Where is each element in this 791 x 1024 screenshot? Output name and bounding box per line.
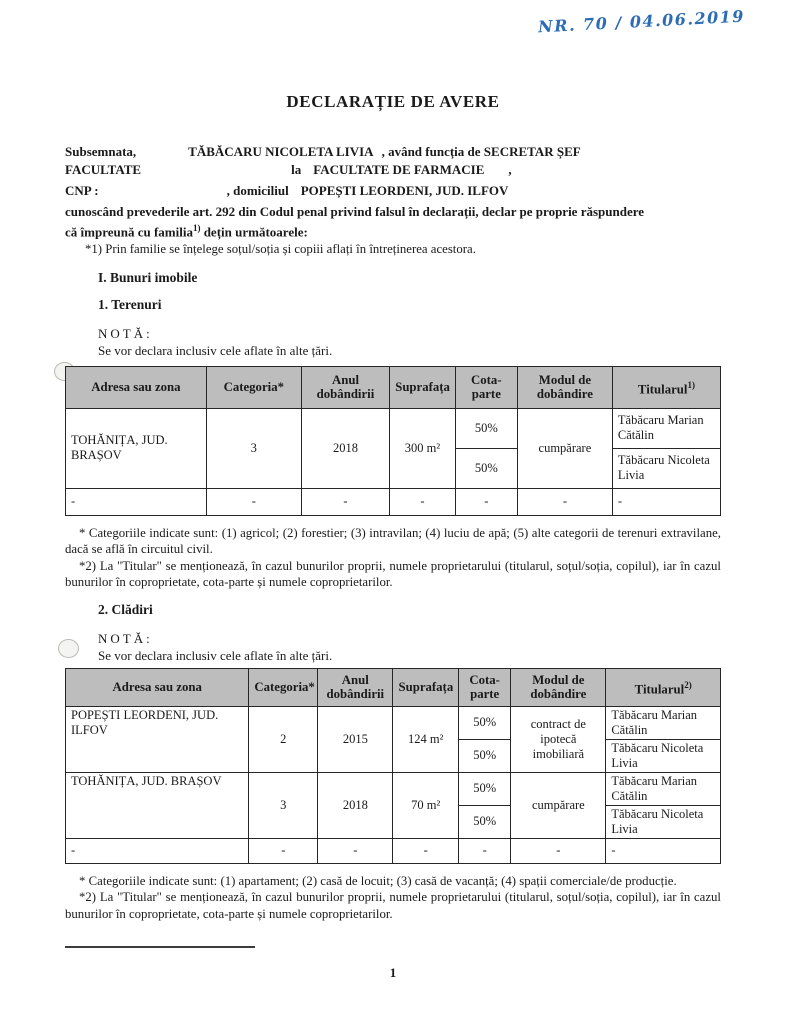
empty-cell: - [390, 488, 456, 515]
legal-line-2-start: că împreună cu familia [65, 223, 193, 239]
legal-line-2 [65, 220, 721, 240]
footnote-divider [65, 946, 255, 948]
cell-adresa: TOHĂNIȚA, JUD. BRAȘOV [66, 408, 207, 488]
nota-text-cladiri: Se vor declara inclusiv cele aflate în alte țări. [98, 647, 333, 663]
trailing-comma: , [508, 161, 512, 177]
cell-categoria: 2 [249, 706, 318, 772]
cell-anul: 2018 [301, 408, 389, 488]
empty-cell: - [66, 838, 249, 863]
titular-footnote-ref: 2) [684, 679, 692, 690]
legal-statement [65, 203, 721, 240]
col-header-titular-text: Titularul [634, 682, 685, 697]
cell-titular-2: Tăbăcaru Nicoleta Livia [606, 805, 721, 838]
document-content [65, 0, 721, 981]
declarant-function-2: FACULTATE [65, 161, 142, 177]
footnote-ref-1: 1) [192, 222, 201, 233]
col-header-suprafata: Suprafața [390, 366, 456, 408]
subsection-heading-cladiri: 2. Clădiri [98, 601, 153, 617]
cladiri-header-row [66, 668, 721, 706]
cell-modul: cumpărare [517, 408, 612, 488]
cell-categoria: 3 [206, 408, 301, 488]
cell-titular-1: Tăbăcaru Marian Cătălin [606, 772, 721, 805]
cell-adresa: TOHĂNIȚA, JUD. BRAȘOV [66, 772, 249, 838]
cnp-label: CNP : [65, 183, 99, 198]
la-label: la [291, 161, 302, 177]
cladiri-table [65, 668, 721, 864]
cell-titular-1: Tăbăcaru Marian Cătălin [612, 408, 720, 448]
empty-cell: - [511, 838, 606, 863]
cell-anul: 2015 [318, 706, 393, 772]
terenuri-table [65, 366, 721, 516]
cell-suprafata: 70 m² [393, 772, 459, 838]
empty-cell: - [393, 838, 459, 863]
terenuri-note-categories: * Categoriile indicate sunt: (1) agricol; (2) forestier; (3) intravilan; (4) luciu de apă; (5) alte categorii de terenuri extravilane, dacă se află în circuitul civil. [65, 525, 721, 557]
empty-cell: - [66, 488, 207, 515]
cladiri-note-titular: *2) La "Titular" se menționează, în cazul bunurilor proprii, numele proprietarului (titularul, soțul/soția, copilul), iar în cazul bunurilor în coproprietate, cota-parte și numele coproprietarilor. [65, 890, 721, 921]
col-header-modul: Modul de dobândire [517, 366, 612, 408]
cell-titular-1: Tăbăcaru Marian Cătălin [606, 706, 721, 739]
nota-text-terenuri: Se vor declara inclusiv cele aflate în alte țări. [98, 342, 333, 358]
col-header-suprafata: Suprafața [393, 668, 459, 706]
empty-cell: - [517, 488, 612, 515]
document-title: DECLARAȚIE DE AVERE [286, 92, 500, 111]
col-header-categoria: Categoria* [206, 366, 301, 408]
cell-cota-2: 50% [455, 448, 517, 488]
cladiri-note-categories: * Categoriile indicate sunt: (1) apartament; (2) casă de locuit; (3) casă de vacanță; (4) spații comerciale/de producție. [79, 873, 677, 888]
empty-cell: - [455, 488, 517, 515]
col-header-modul: Modul de dobândire [511, 668, 606, 706]
col-header-adresa: Adresa sau zona [66, 668, 249, 706]
subsection-heading-terenuri: 1. Terenuri [98, 296, 162, 312]
col-header-cota: Cota-parte [458, 668, 510, 706]
col-header-anul: Anul dobândirii [318, 668, 393, 706]
legal-line-2-end: dețin următoarele: [203, 223, 308, 239]
cell-cota-1: 50% [458, 706, 510, 739]
empty-cell: - [301, 488, 389, 515]
empty-cell: - [318, 838, 393, 863]
handwritten-registration-number: NR. 70 / 04.06.2019 [537, 6, 746, 37]
domicile-label: , domiciliul [226, 183, 289, 198]
intro-line-2 [65, 161, 721, 179]
terenuri-header-row [66, 366, 721, 408]
cell-anul: 2018 [318, 772, 393, 838]
legal-line-1: cunoscând prevederile art. 292 din Codul penal privind falsul în declarații, declar pe proprie răspundere [65, 203, 645, 219]
cell-cota-2: 50% [458, 805, 510, 838]
section-heading-bunuri-imobile: I. Bunuri imobile [98, 269, 198, 285]
col-header-adresa: Adresa sau zona [66, 366, 207, 408]
cnp-line [65, 182, 721, 200]
cell-adresa: POPEȘTI LEORDENI, JUD. ILFOV [66, 706, 249, 772]
cell-titular-2: Tăbăcaru Nicoleta Livia [606, 739, 721, 772]
cell-cota-2: 50% [458, 739, 510, 772]
declarant-name: TĂBĂCARU NICOLETA LIVIA [188, 144, 374, 159]
intro-line-1 [65, 143, 721, 161]
domicile-address: POPEȘTI LEORDENI, JUD. ILFOV [300, 183, 509, 198]
subsemnata-label: Subsemnata, [65, 144, 137, 159]
terenuri-row-1a [66, 408, 721, 448]
col-header-cota: Cota-parte [455, 366, 517, 408]
terenuri-note-titular: *2) La "Titular" se menționează, în cazul bunurilor proprii, numele proprietarului (titularul, soțul/soția, copilul), iar în cazul bunurilor în coproprietate, cota-parte și numele coproprietarilor. [65, 558, 721, 590]
declarant-intro [65, 143, 721, 200]
cell-suprafata: 300 m² [390, 408, 456, 488]
cladiri-row-2a [66, 772, 721, 805]
titular-footnote-ref: 1) [687, 379, 695, 390]
cell-titular-2: Tăbăcaru Nicoleta Livia [612, 448, 720, 488]
cell-modul: contract de ipotecă imobiliară [511, 706, 606, 772]
empty-cell: - [206, 488, 301, 515]
terenuri-empty-row [66, 488, 721, 515]
empty-cell: - [458, 838, 510, 863]
col-header-categoria: Categoria* [249, 668, 318, 706]
family-footnote: *1) Prin familie se înțelege soțul/soția și copiii aflați în întreținerea acestora. [85, 241, 476, 256]
empty-cell: - [249, 838, 318, 863]
col-header-anul: Anul dobândirii [301, 366, 389, 408]
empty-cell: - [606, 838, 721, 863]
empty-cell: - [612, 488, 720, 515]
institution-name: FACULTATE DE FARMACIE [313, 161, 485, 177]
cell-cota-1: 50% [455, 408, 517, 448]
col-header-titular [612, 366, 720, 408]
cell-suprafata: 124 m² [393, 706, 459, 772]
cladiri-row-1a [66, 706, 721, 739]
nota-label-terenuri: NOTĂ: [98, 325, 153, 341]
cell-modul: cumpărare [511, 772, 606, 838]
page-number: 1 [389, 965, 397, 981]
declarant-function: , având funcția de SECRETAR ȘEF [381, 144, 581, 159]
cell-categoria: 3 [249, 772, 318, 838]
col-header-titular-text: Titularul [637, 382, 688, 397]
cell-cota-1: 50% [458, 772, 510, 805]
nota-label-cladiri: NOTĂ: [98, 630, 153, 646]
cladiri-empty-row [66, 838, 721, 863]
col-header-titular [606, 668, 721, 706]
